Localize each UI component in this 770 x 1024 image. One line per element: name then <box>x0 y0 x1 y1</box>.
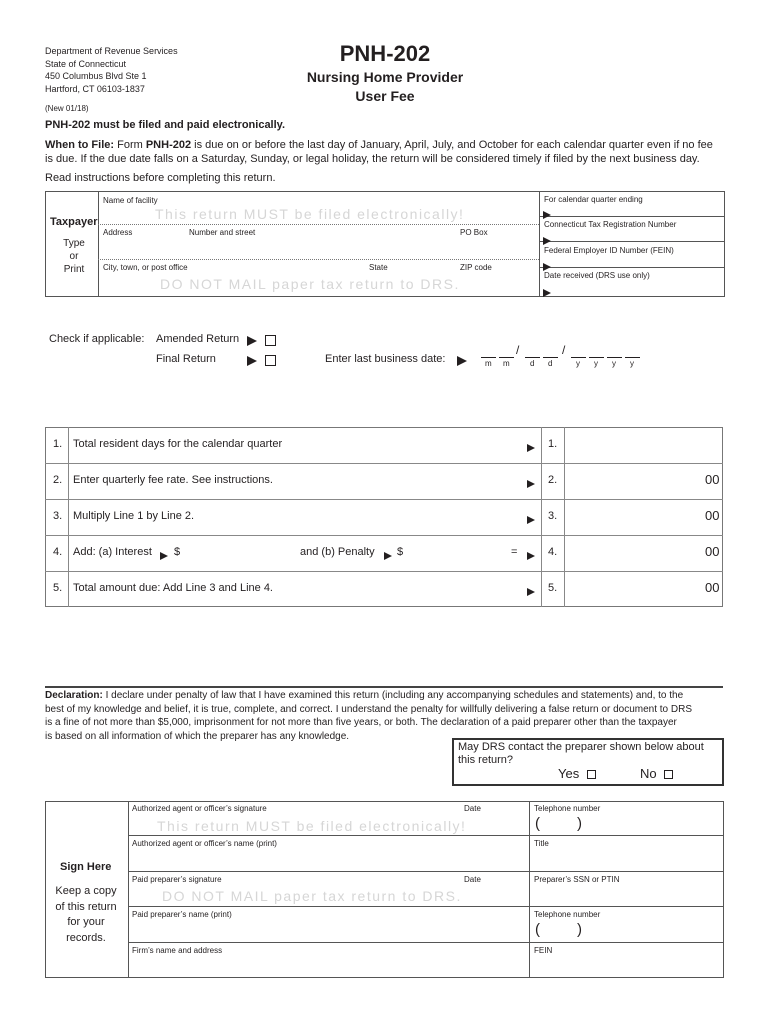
interest-arrow-icon <box>160 547 168 565</box>
city-label: City, town, or post office <box>103 263 188 272</box>
preparer-name-field[interactable] <box>130 920 526 941</box>
line-1-text: Total resident days for the calendar quarter <box>73 438 283 450</box>
officer-telephone-label: Telephone number <box>534 804 601 813</box>
last-business-date-field[interactable] <box>478 343 646 371</box>
form-number: PNH-202 <box>339 41 431 66</box>
final-return-label: Final Return <box>156 353 216 365</box>
contact-no-checkbox[interactable] <box>664 770 673 779</box>
keep-copy-line1: Keep a copy <box>55 885 117 897</box>
watermark-do-not-mail: DO NOT MAIL paper tax return to DRS. <box>160 276 460 292</box>
form-revision: (New 01/18) <box>45 104 89 113</box>
date-letter-y3: y <box>612 359 616 368</box>
line-3-arrow-icon <box>527 511 535 529</box>
officer-name-field[interactable] <box>130 849 526 870</box>
keep-copy-line2: of this return <box>55 900 117 913</box>
penalty-arrow-icon <box>384 547 392 565</box>
line-3-cents: 00 <box>705 508 720 523</box>
line-4-equals: = <box>511 546 518 558</box>
quarter-ending-label: For calendar quarter ending <box>544 195 643 204</box>
amended-arrow-icon <box>247 333 257 351</box>
line-2-number: 2. <box>53 474 63 486</box>
when-form: PNH-202 <box>145 139 192 151</box>
line-3-number: 3. <box>53 510 63 522</box>
declaration-line2: best of my knowledge and belief, it is true, complete, and correct. I understand the penalty for willfully delivering a false return or document to DRS <box>45 703 692 715</box>
interest-input[interactable] <box>184 540 294 564</box>
po-box-label: PO Box <box>460 228 488 237</box>
preparer-telephone-label: Telephone number <box>534 910 601 919</box>
keep-copy-line3: for your <box>67 916 105 928</box>
when-text-b: is due on or before the last day of January, April, July, and October for each calendar quarter even if no fee <box>194 139 713 151</box>
contact-no-option[interactable] <box>640 766 673 781</box>
title-field[interactable] <box>531 849 721 870</box>
contact-question-line2: this return? <box>458 754 514 766</box>
title-label: Title <box>534 839 549 848</box>
declaration-label: Declaration: <box>45 690 103 701</box>
line-5-ref: 5. <box>548 582 558 594</box>
line-5-cents: 00 <box>705 580 720 595</box>
line-5-number: 5. <box>53 582 63 594</box>
line-4-arrow-icon <box>527 547 535 565</box>
state-label: State <box>369 263 388 272</box>
fein-field[interactable] <box>556 256 722 267</box>
agency-line3: 450 Columbus Blvd Ste 1 <box>45 71 147 81</box>
line-1-input[interactable] <box>566 429 721 461</box>
read-instructions: Read instructions before completing this return. <box>45 172 276 184</box>
declaration-line4: is based on all information of which the preparer has any knowledge. <box>45 730 350 742</box>
keep-copy-note <box>48 884 124 946</box>
name-of-facility-label: Name of facility <box>103 196 158 205</box>
last-business-date-arrow-icon <box>457 353 467 371</box>
line-1-ref: 1. <box>548 438 558 450</box>
date-letter-m1: m <box>485 359 492 368</box>
preparer-date-label: Date <box>464 875 481 884</box>
agency-address <box>45 45 178 95</box>
date-letter-m2: m <box>503 359 510 368</box>
type-or-print <box>50 237 98 276</box>
contact-question <box>458 741 704 767</box>
firm-fein-label: FEIN <box>534 946 553 955</box>
keep-copy-line4: records. <box>66 931 106 944</box>
preparer-signature-label: Paid preparer’s signature <box>132 875 222 884</box>
contact-no-label: No <box>640 766 657 781</box>
preparer-phone-paren-open: ( <box>535 921 540 938</box>
preparer-telephone-field[interactable] <box>531 920 721 941</box>
form-title-line2: User Fee <box>355 88 415 104</box>
amended-return-checkbox[interactable] <box>265 332 276 350</box>
line-4-input[interactable] <box>566 537 701 569</box>
date-letter-y4: y <box>630 359 634 368</box>
penalty-input[interactable] <box>407 540 507 564</box>
taxpayer-heading: Taxpayer <box>50 216 98 228</box>
date-slash-1: / <box>516 343 520 357</box>
address-label: Address <box>103 228 133 237</box>
last-business-date-label: Enter last business date: <box>325 353 446 365</box>
line-1-arrow-icon <box>527 439 535 457</box>
line-4-cents: 00 <box>705 544 720 559</box>
ct-reg-field[interactable] <box>556 230 722 241</box>
agency-line1: Department of Revenue Services <box>45 46 178 56</box>
number-street-label: Number and street <box>189 228 256 237</box>
amended-return-label: Amended Return <box>156 333 240 345</box>
line-4-number: 4. <box>53 546 63 558</box>
when-text-c: is due. If the due date falls on a Saturday, Sunday, or legal holiday, the return will be considered timely if filed by the next business day. <box>45 153 700 165</box>
firm-label: Firm’s name and address <box>132 946 223 955</box>
fein-label: Federal Employer ID Number (FEIN) <box>544 246 674 255</box>
address-field[interactable] <box>100 238 537 258</box>
line-4-ref: 4. <box>548 546 558 558</box>
when-to-file-label: When to File: <box>45 139 115 151</box>
preparer-name-label: Paid preparer’s name (print) <box>132 910 232 919</box>
declaration <box>45 689 735 743</box>
watermark-sign-do-not-mail: DO NOT MAIL paper tax return to DRS. <box>162 888 462 904</box>
date-letter-d1: d <box>530 359 535 368</box>
line-3-ref: 3. <box>548 510 558 522</box>
print-label: Print <box>63 264 85 275</box>
check-applicable-label: Check if applicable: <box>49 333 145 345</box>
date-received-arrow-icon <box>543 284 551 302</box>
officer-phone-paren-close: ) <box>577 815 582 832</box>
penalty-dollar: $ <box>397 546 404 558</box>
line-4-text-b: and (b) Penalty <box>300 546 375 558</box>
line-3-text: Multiply Line 1 by Line 2. <box>73 510 195 522</box>
contact-question-line1: May DRS contact the preparer shown below about <box>458 741 704 753</box>
sign-here: Sign Here <box>60 861 112 873</box>
firm-field[interactable] <box>130 955 526 976</box>
line-5-input[interactable] <box>566 573 701 605</box>
date-slash-2: / <box>562 343 566 357</box>
declaration-line1: I declare under penalty of law that I have examined this return (including any accompanying schedules and statements) and, to the <box>105 690 684 701</box>
ct-reg-label: Connecticut Tax Registration Number <box>544 220 677 229</box>
agency-line4: Hartford, CT 06103-1837 <box>45 83 145 94</box>
when-text-a: Form <box>117 139 143 151</box>
line-2-input[interactable] <box>566 465 701 497</box>
date-letter-y1: y <box>576 359 580 368</box>
zip-label: ZIP code <box>460 263 492 272</box>
interest-dollar: $ <box>174 546 181 558</box>
electronic-notice: PNH-202 must be filed and paid electronically. <box>45 119 286 131</box>
line-2-text: Enter quarterly fee rate. See instructions. <box>73 474 273 486</box>
line-5-text: Total amount due: Add Line 3 and Line 4. <box>73 582 273 594</box>
form-title-line1: Nursing Home Provider <box>306 69 464 85</box>
contact-yes-label: Yes <box>558 766 580 781</box>
quarter-ending-field[interactable] <box>556 204 722 216</box>
line-2-arrow-icon <box>527 475 535 493</box>
date-letter-d2: d <box>548 359 553 368</box>
or-label: or <box>69 251 79 262</box>
officer-phone-paren-open: ( <box>535 815 540 832</box>
contact-yes-option[interactable] <box>558 766 596 781</box>
preparer-phone-paren-close: ) <box>577 921 582 938</box>
officer-name-label: Authorized agent or officer’s name (print) <box>132 839 277 848</box>
final-return-checkbox[interactable] <box>265 352 276 370</box>
type-label: Type <box>63 238 85 249</box>
preparer-ssn-field[interactable] <box>531 885 721 905</box>
form-header <box>270 40 500 106</box>
line-1-number: 1. <box>53 438 63 450</box>
watermark-electronic: This return MUST be filed electronically! <box>155 206 465 222</box>
line-3-input[interactable] <box>566 501 701 533</box>
line-4-text: Add: (a) Interest <box>73 546 152 558</box>
line-5-arrow-icon <box>527 583 535 601</box>
officer-signature-label: Authorized agent or officer’s signature <box>132 804 267 813</box>
contact-yes-checkbox[interactable] <box>587 770 596 779</box>
date-received-label: Date received (DRS use only) <box>544 271 650 280</box>
watermark-sign-electronic: This return MUST be filed electronically! <box>157 818 467 834</box>
final-arrow-icon <box>247 353 257 371</box>
preparer-ssn-label: Preparer’s SSN or PTIN <box>534 875 620 884</box>
officer-telephone-field[interactable] <box>531 813 721 834</box>
officer-date-label: Date <box>464 804 481 813</box>
firm-fein-field[interactable] <box>531 955 721 976</box>
declaration-line3: is a fine of not more than $5,000, imprisonment for not more than five years, or both. The declaration of a paid preparer other than the taxpayer <box>45 717 677 728</box>
date-letter-y2: y <box>594 359 598 368</box>
agency-line2: State of Connecticut <box>45 58 127 69</box>
line-2-cents: 00 <box>705 472 720 487</box>
line-2-ref: 2. <box>548 474 558 486</box>
when-to-file <box>45 138 735 166</box>
